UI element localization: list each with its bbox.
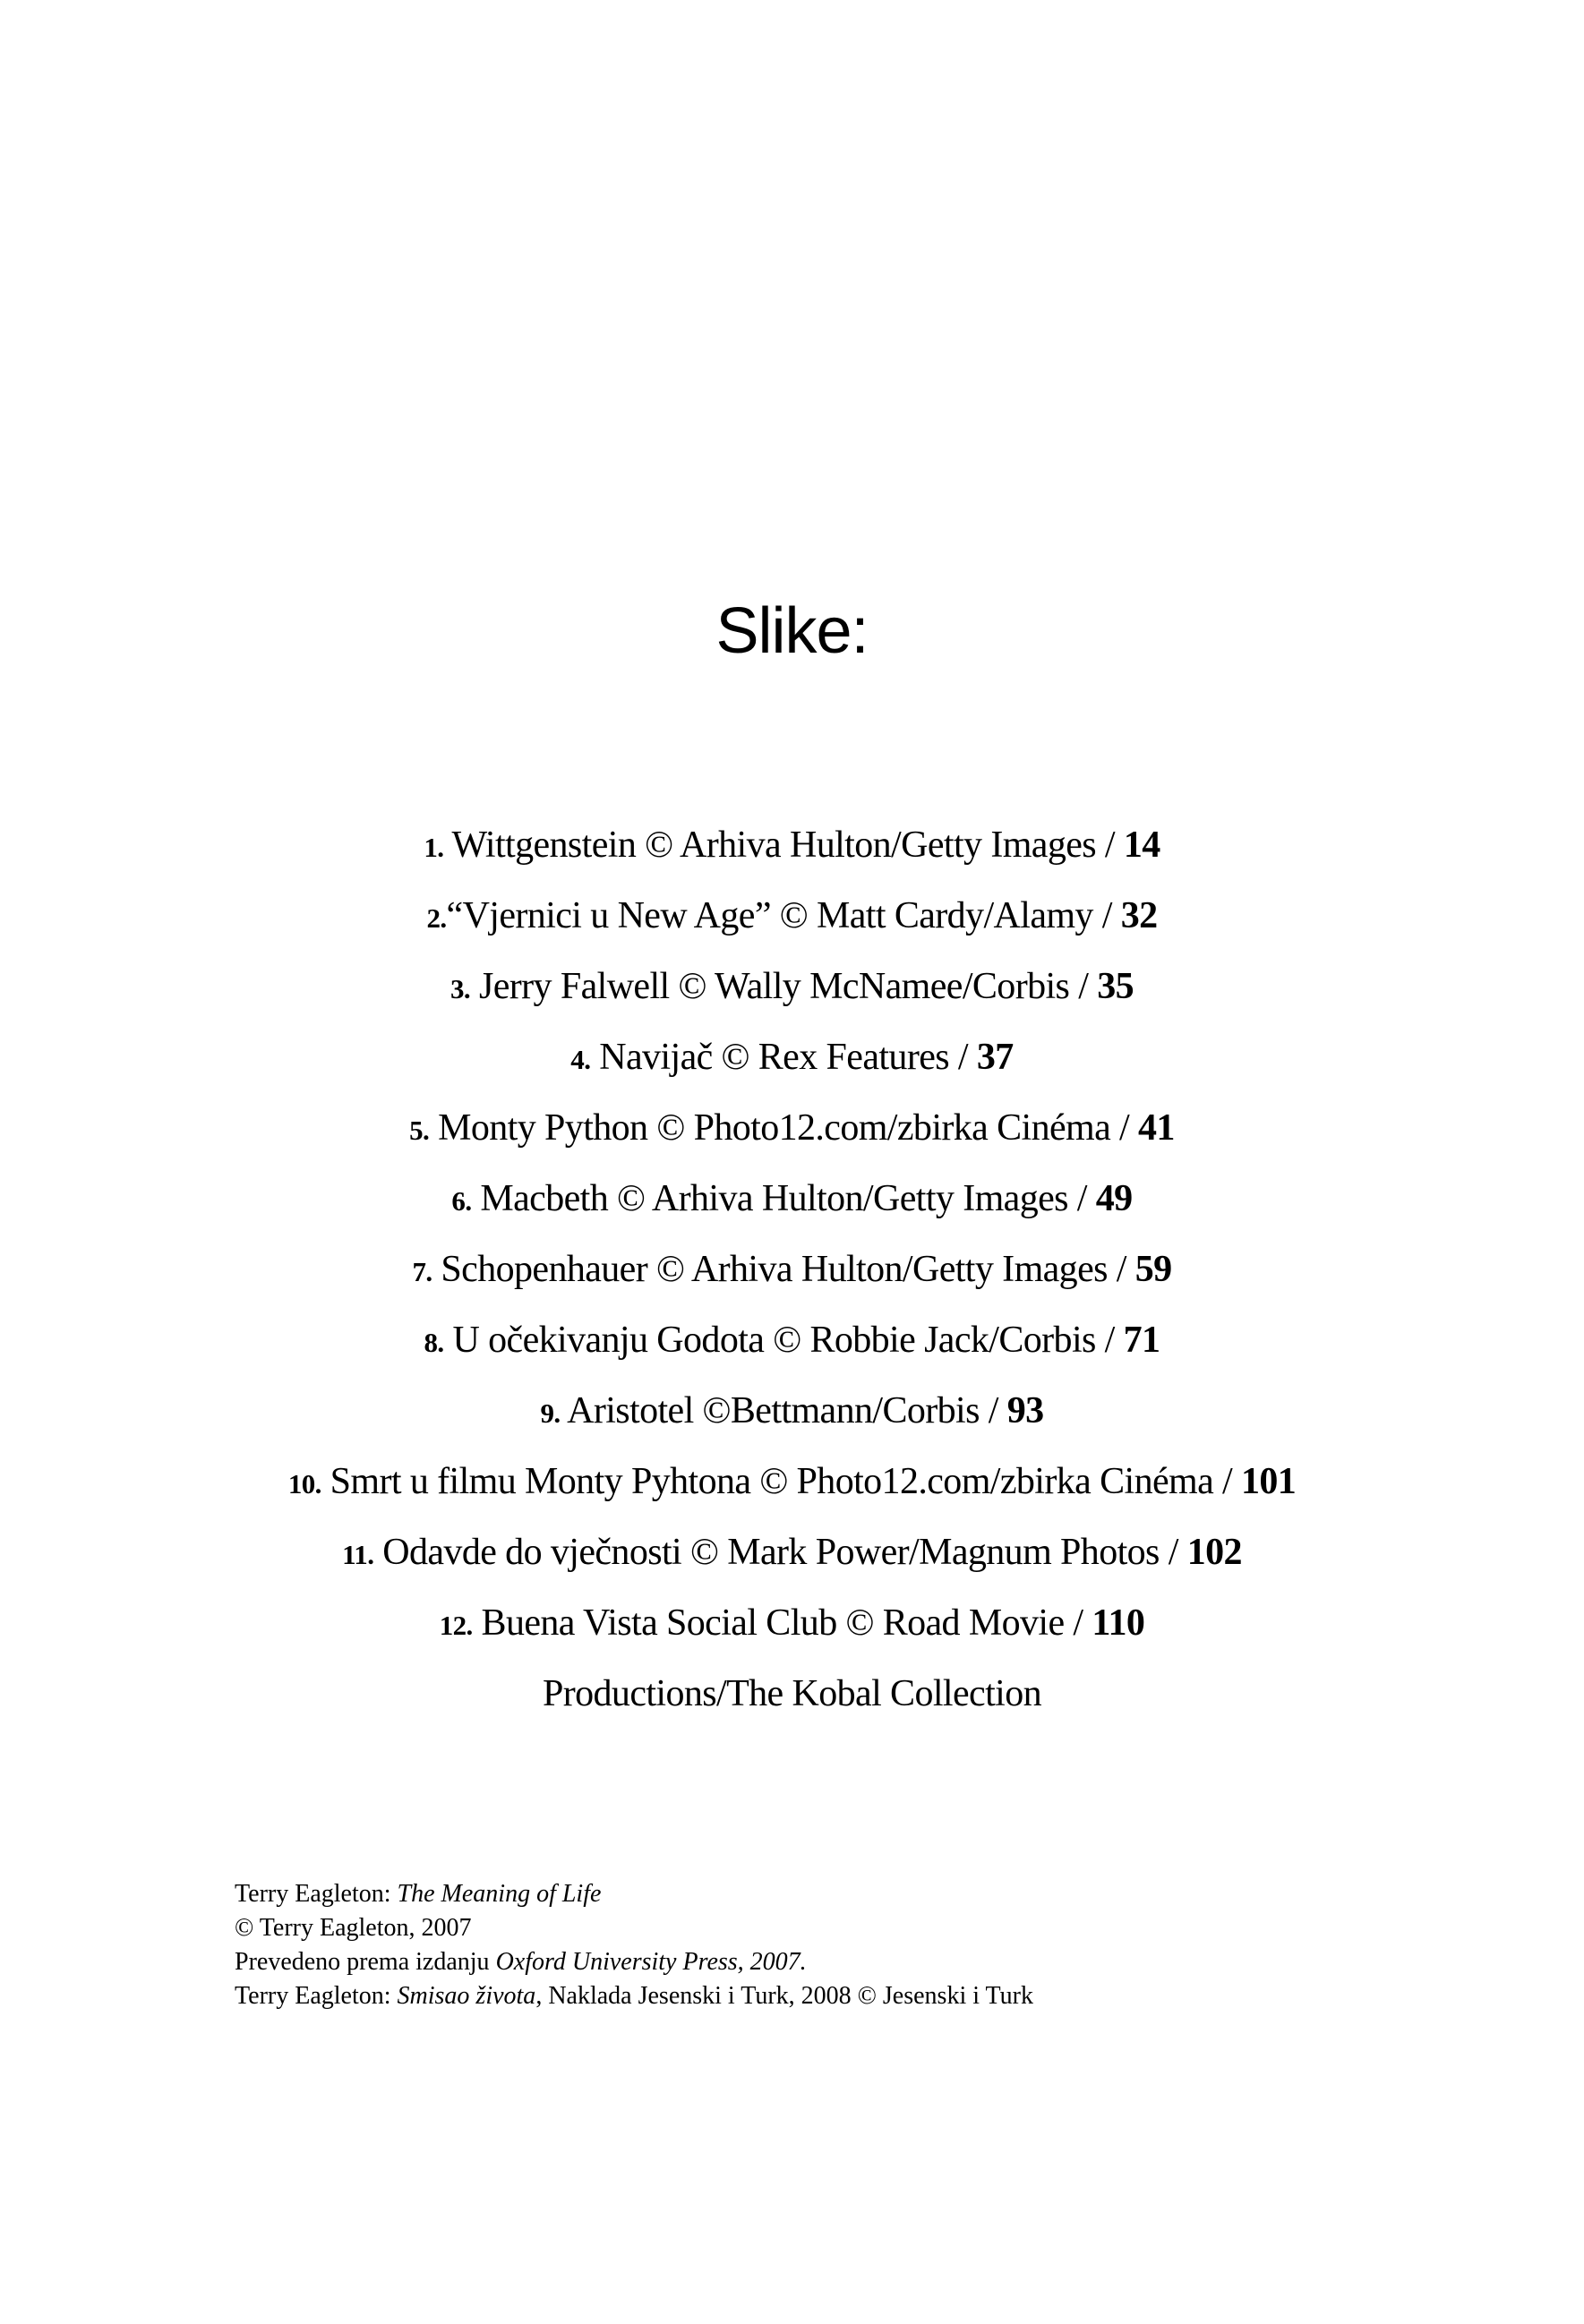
list-item (0, 1517, 1584, 1588)
figure-page: 49 (1095, 1178, 1133, 1219)
list-item-continuation (0, 1659, 1584, 1730)
figure-caption-continuation: Productions/The Kobal Collection (542, 1673, 1042, 1714)
figure-number: 7. (412, 1256, 432, 1287)
figure-number: 5. (409, 1115, 430, 1146)
figure-page: 93 (1006, 1390, 1044, 1431)
figure-number: 2. (426, 902, 447, 934)
figure-number: 1. (424, 832, 444, 863)
list-item (0, 1022, 1584, 1093)
list-item (0, 810, 1584, 881)
credit-original-title: The Meaning of Life (397, 1880, 602, 1908)
figure-page: 37 (976, 1037, 1014, 1078)
figure-number: 6. (451, 1185, 472, 1217)
figure-page: 110 (1092, 1602, 1145, 1644)
figure-caption: Macbeth © Arhiva Hulton/Getty Images / (471, 1178, 1096, 1219)
figure-caption: Smrt u filmu Monty Pyhtona © Photo12.com/zbirka Cinéma / (321, 1461, 1241, 1502)
list-item (0, 1305, 1584, 1376)
figure-page: 41 (1138, 1107, 1175, 1149)
figure-page: 32 (1120, 895, 1158, 936)
credit-author: Terry Eagleton: (235, 1982, 398, 2010)
list-item (0, 952, 1584, 1022)
list-item (0, 1447, 1584, 1517)
list-item (0, 1588, 1584, 1659)
figure-caption: Odavde do vječnosti © Mark Power/Magnum Photos / (373, 1532, 1187, 1573)
credit-publisher: Oxford University Press, 2007 (495, 1948, 801, 1976)
credit-translation-text: Prevedeno prema izdanju (235, 1948, 496, 1976)
figure-page: 14 (1123, 825, 1160, 866)
figure-caption: Schopenhauer © Arhiva Hulton/Getty Images / (432, 1249, 1135, 1290)
figure-list (0, 810, 1584, 1730)
list-item (0, 1093, 1584, 1164)
figure-page: 35 (1097, 966, 1134, 1007)
figure-page: 101 (1240, 1461, 1297, 1502)
figure-caption: U očekivanju Godota © Robbie Jack/Corbis / (443, 1320, 1124, 1361)
figure-page: 59 (1134, 1249, 1172, 1290)
list-item (0, 1164, 1584, 1235)
figure-number: 4. (570, 1044, 591, 1075)
figure-number: 9. (540, 1397, 561, 1429)
figure-caption: Buena Vista Social Club © Road Movie / (472, 1602, 1092, 1644)
credit-line-original (235, 1877, 1399, 1911)
credit-line-copyright: © Terry Eagleton, 2007 (235, 1914, 472, 1942)
figure-caption: Jerry Falwell © Wally McNamee/Corbis / (470, 966, 1098, 1007)
list-item (0, 1376, 1584, 1447)
credit-line-translation (235, 1945, 1399, 1979)
list-item (0, 881, 1584, 952)
figure-caption: Wittgenstein © Arhiva Hulton/Getty Images / (443, 825, 1124, 866)
figure-number: 10. (287, 1468, 321, 1499)
figure-page: 71 (1123, 1320, 1160, 1361)
list-item (0, 1235, 1584, 1305)
credit-author: Terry Eagleton: (235, 1880, 398, 1908)
credit-croatian-publisher: , Naklada Jesenski i Turk, 2008 © Jesenski i Turk (535, 1982, 1033, 2010)
page-title: Slike: (715, 595, 869, 667)
figure-number: 12. (439, 1610, 473, 1641)
copyright-credits (235, 1877, 1399, 2013)
figure-page: 102 (1186, 1532, 1242, 1573)
figure-caption: “Vjernici u New Age” © Matt Cardy/Alamy / (446, 895, 1121, 936)
figure-number: 8. (424, 1327, 444, 1358)
figure-caption: Aristotel ©Bettmann/Corbis / (560, 1390, 1007, 1431)
figure-number: 3. (450, 973, 471, 1004)
figure-caption: Navijač © Rex Features / (590, 1037, 977, 1078)
figure-number: 11. (342, 1539, 374, 1570)
credit-croatian-title: Smisao života (397, 1982, 536, 2010)
figure-caption: Monty Python © Photo12.com/zbirka Cinéma / (429, 1107, 1139, 1149)
credit-line-croatian-edition (235, 1979, 1399, 2013)
credit-period: . (800, 1948, 807, 1976)
